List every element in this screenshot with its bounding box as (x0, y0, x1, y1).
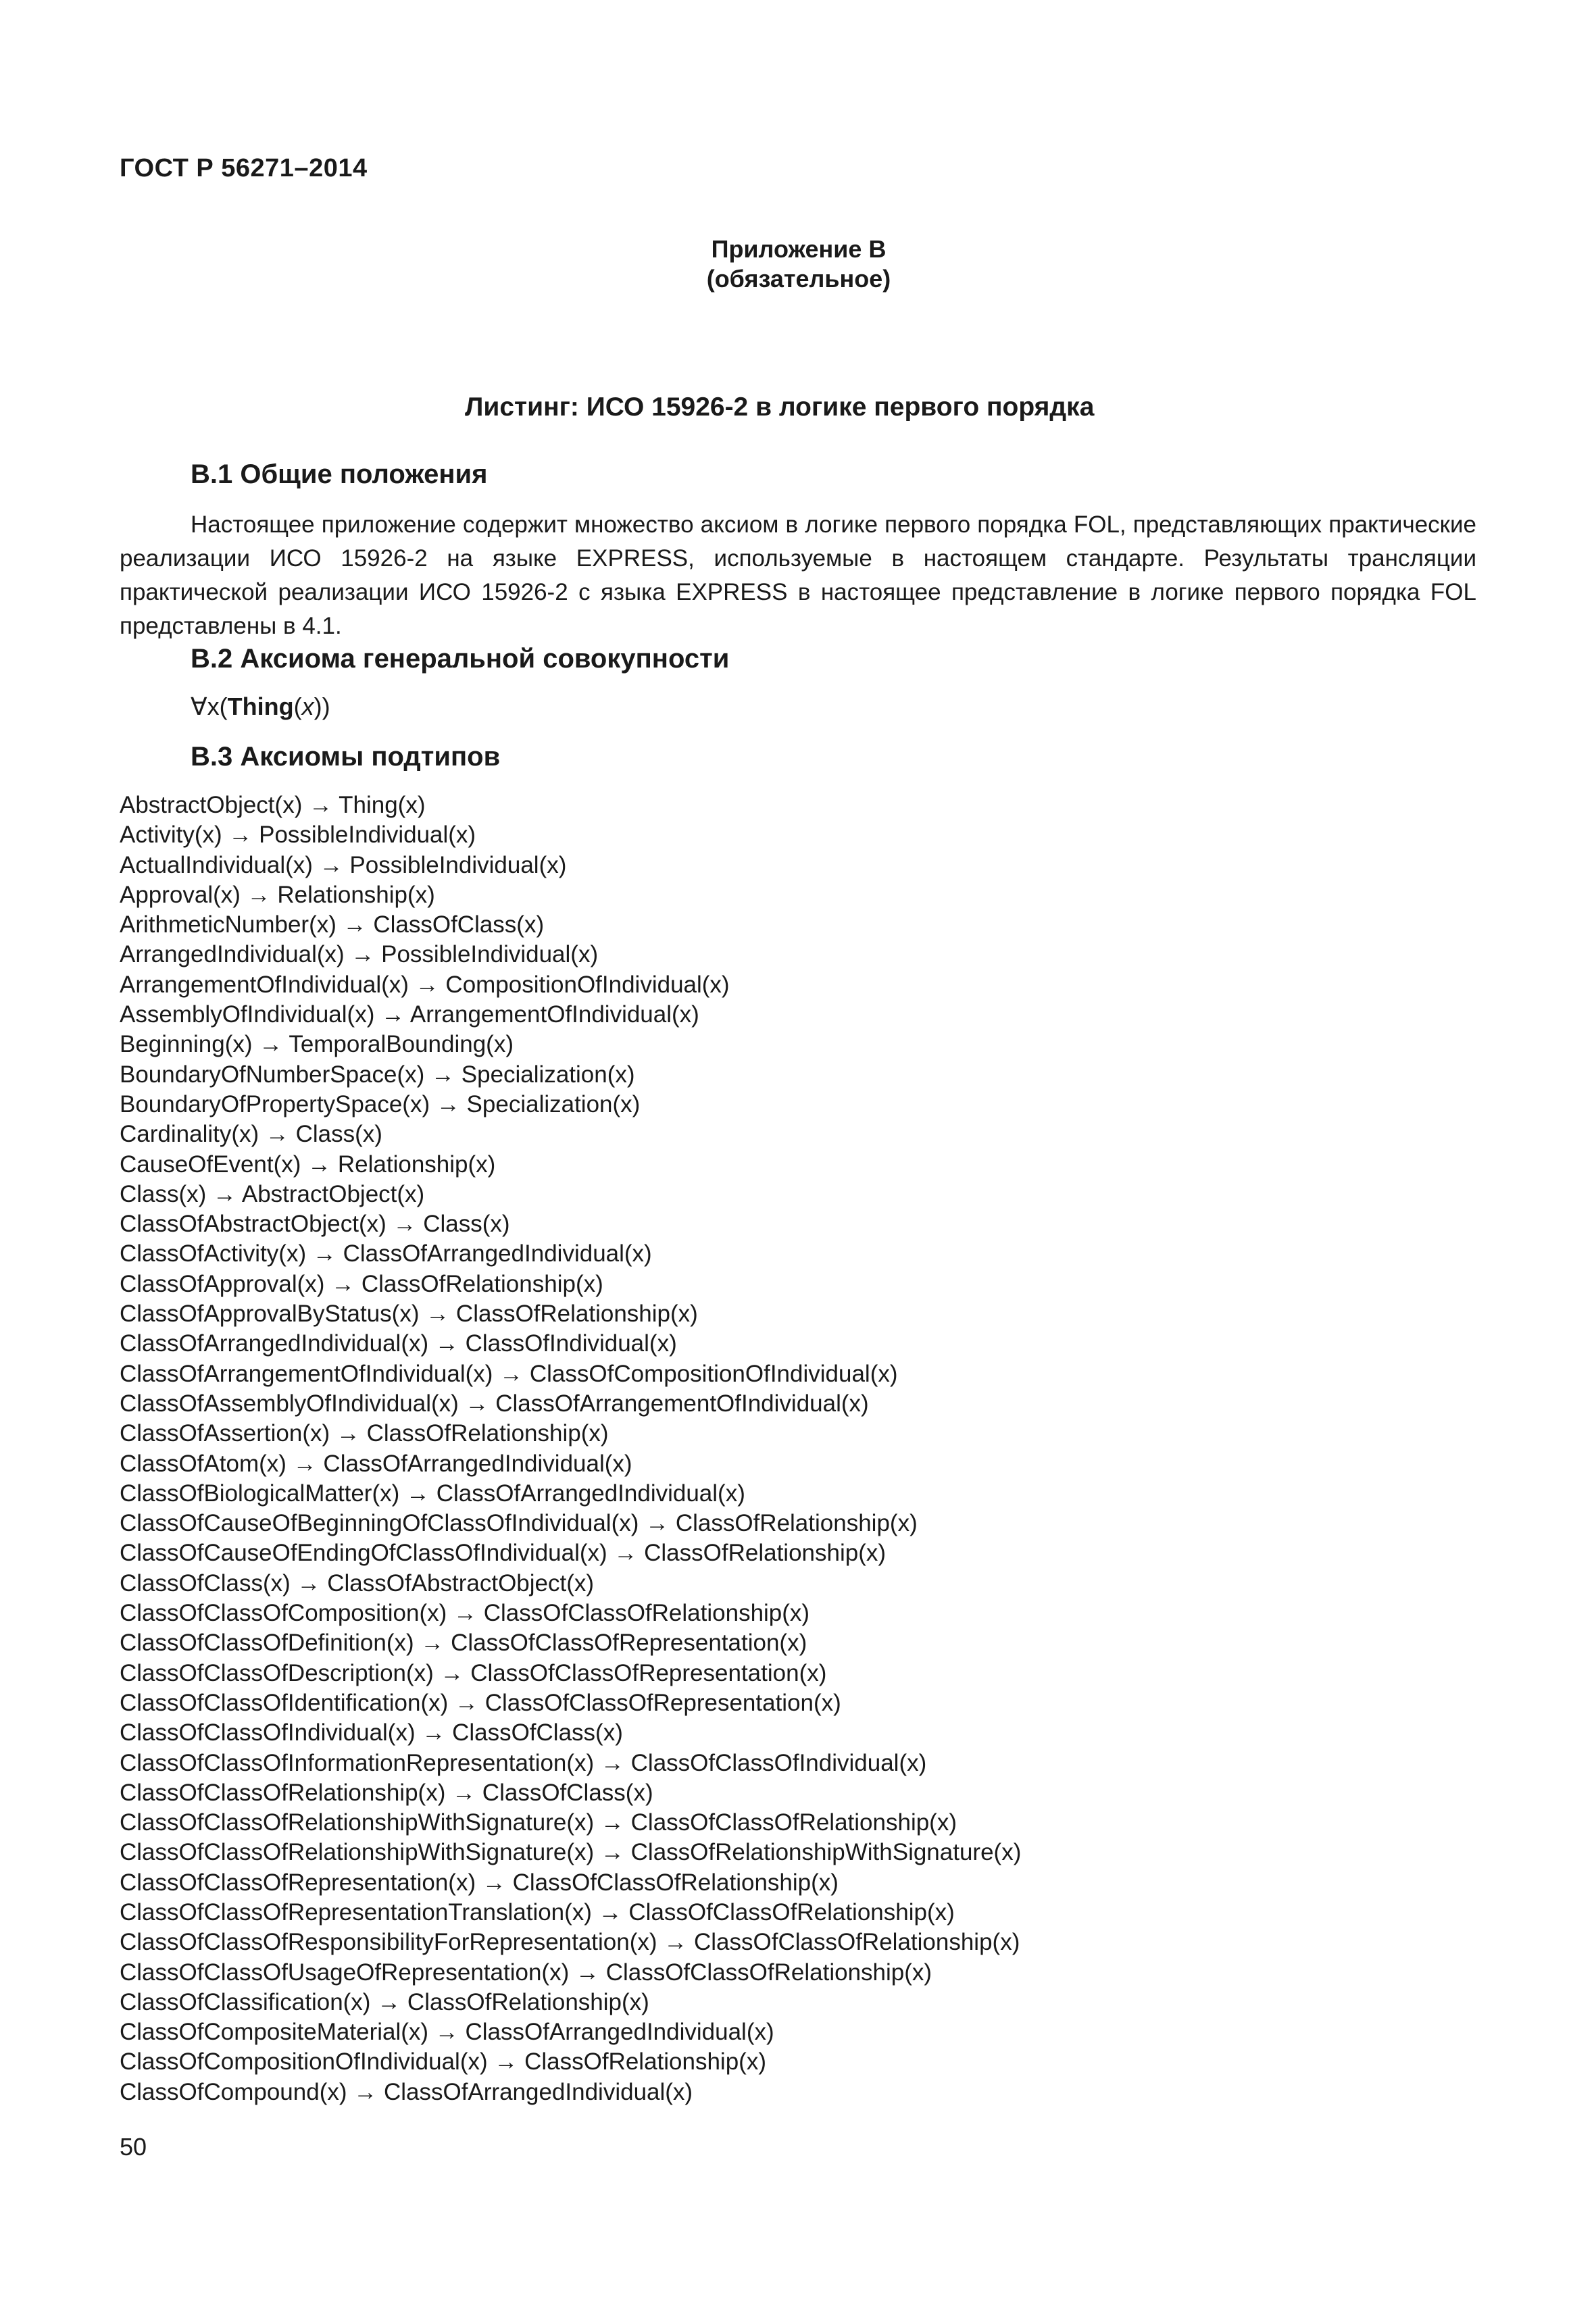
axiom-line: ArrangedIndividual(x) → PossibleIndividual(x) (120, 941, 599, 968)
axiom-line: ClassOfClassOfInformationRepresentation(x) → ClassOfClassOfIndividual(x) (120, 1749, 927, 1776)
axiom-line: ArithmeticNumber(x) → ClassOfClass(x) (120, 911, 545, 938)
axiom-line: ClassOfClassOfRelationshipWithSignature(x) → ClassOfRelationshipWithSignature(x) (120, 1839, 1022, 1866)
appendix-title: Приложение В (711, 235, 887, 263)
axiom-line: Beginning(x) → TemporalBounding(x) (120, 1031, 514, 1058)
axiom-line: ClassOfClassOfRelationshipWithSignature(x) → ClassOfClassOfRelationship(x) (120, 1809, 957, 1836)
axiom-line: ClassOfClassOfRepresentationTranslation(x) → ClassOfClassOfRelationship(x) (120, 1898, 955, 1926)
section-heading-b3: В.3 Аксиомы подтипов (191, 742, 501, 772)
formula-predicate: Thing (227, 693, 294, 720)
universe-axiom-formula (191, 693, 330, 721)
axiom-line: ClassOfClassOfRepresentation(x) → ClassOfClassOfRelationship(x) (120, 1869, 839, 1896)
formula-prefix: ∀x( (191, 693, 228, 720)
axiom-line: AbstractObject(x) → Thing(x) (120, 792, 426, 818)
axiom-line: ClassOfAbstractObject(x) → Class(x) (120, 1211, 510, 1238)
axiom-line: Class(x) → AbstractObject(x) (120, 1180, 425, 1207)
axiom-line: ClassOfCompositionOfIndividual(x) → ClassOfRelationship(x) (120, 2048, 766, 2076)
axiom-line: ClassOfClassOfIndividual(x) → ClassOfClass(x) (120, 1719, 623, 1746)
axiom-line: ClassOfClassOfResponsibilityForRepresentation(x) → ClassOfClassOfRelationship(x) (120, 1929, 1020, 1956)
axiom-line: ClassOfClassOfUsageOfRepresentation(x) → ClassOfClassOfRelationship(x) (120, 1959, 932, 1986)
formula-open: ( (293, 693, 302, 720)
listing-title: Листинг: ИСО 15926-2 в логике первого порядка (465, 393, 1095, 422)
axiom-line: ClassOfClassOfComposition(x) → ClassOfClassOfRelationship(x) (120, 1600, 810, 1627)
axiom-line: ClassOfCauseOfBeginningOfClassOfIndividual(x) → ClassOfRelationship(x) (120, 1510, 918, 1537)
axiom-line: ClassOfClass(x) → ClassOfAbstractObject(x) (120, 1569, 595, 1596)
page-number: 50 (120, 2133, 147, 2161)
section-heading-b2: В.2 Аксиома генеральной совокупности (191, 644, 730, 674)
axiom-line: ClassOfCompound(x) → ClassOfArrangedIndividual(x) (120, 2078, 693, 2105)
axiom-line: ClassOfAtom(x) → ClassOfArrangedIndividual(x) (120, 1450, 632, 1477)
document-code: ГОСТ Р 56271–2014 (120, 154, 368, 182)
axiom-line: ClassOfClassOfIdentification(x) → ClassOfClassOfRepresentation(x) (120, 1689, 841, 1716)
formula-variable: x (301, 693, 314, 720)
axiom-line: ActualIndividual(x) → PossibleIndividual(x) (120, 851, 567, 878)
axiom-line: Activity(x) → PossibleIndividual(x) (120, 822, 476, 849)
axiom-line: ClassOfClassOfRelationship(x) → ClassOfClass(x) (120, 1779, 653, 1806)
axiom-line: CauseOfEvent(x) → Relationship(x) (120, 1151, 496, 1178)
axiom-line: ClassOfArrangementOfIndividual(x) → ClassOfCompositionOfIndividual(x) (120, 1360, 898, 1387)
axiom-line: ClassOfClassOfDefinition(x) → ClassOfClassOfRepresentation(x) (120, 1630, 807, 1657)
formula-close: )) (314, 693, 330, 720)
section-heading-b1: В.1 Общие положения (191, 459, 488, 489)
axiom-line: ClassOfClassOfDescription(x) → ClassOfClassOfRepresentation(x) (120, 1659, 827, 1686)
axiom-line: ClassOfApprovalByStatus(x) → ClassOfRelationship(x) (120, 1301, 698, 1328)
axiom-line: ClassOfArrangedIndividual(x) → ClassOfIndividual(x) (120, 1330, 677, 1357)
intro-paragraph: Настоящее приложение содержит множество аксиом в логике первого порядка FOL, представляющих практические реализации ИСО 15926-2 на языке EXPRESS, используемые в настоящем стандарте. Результаты трансляции практической реализации ИСО 15926-2 с языка EXPRESS в настоящее представление в логике первого порядка FOL представлены в 4.1. (120, 511, 1476, 639)
axiom-line: ClassOfClassification(x) → ClassOfRelationship(x) (120, 1988, 649, 2015)
axiom-line: Approval(x) → Relationship(x) (120, 881, 435, 908)
axiom-line: ClassOfBiologicalMatter(x) → ClassOfArrangedIndividual(x) (120, 1480, 745, 1507)
axiom-line: AssemblyOfIndividual(x) → ArrangementOfIndividual(x) (120, 1001, 699, 1028)
axiom-line: BoundaryOfNumberSpace(x) → Specialization(x) (120, 1061, 635, 1088)
axiom-line: ClassOfAssertion(x) → ClassOfRelationship(x) (120, 1420, 609, 1447)
axiom-line: Cardinality(x) → Class(x) (120, 1121, 382, 1148)
axiom-line: ClassOfCompositeMaterial(x) → ClassOfArrangedIndividual(x) (120, 2019, 774, 2046)
axiom-line: ClassOfApproval(x) → ClassOfRelationship(x) (120, 1270, 603, 1297)
appendix-status: (обязательное) (706, 265, 891, 293)
axiom-line: ArrangementOfIndividual(x) → CompositionOfIndividual(x) (120, 971, 730, 998)
subtype-axiom-list (120, 790, 1021, 2107)
axiom-line: BoundaryOfPropertySpace(x) → Specialization(x) (120, 1090, 641, 1117)
axiom-line: ClassOfActivity(x) → ClassOfArrangedIndividual(x) (120, 1240, 652, 1267)
axiom-line: ClassOfAssemblyOfIndividual(x) → ClassOfArrangementOfIndividual(x) (120, 1390, 869, 1417)
axiom-line: ClassOfCauseOfEndingOfClassOfIndividual(x) → ClassOfRelationship(x) (120, 1540, 887, 1567)
